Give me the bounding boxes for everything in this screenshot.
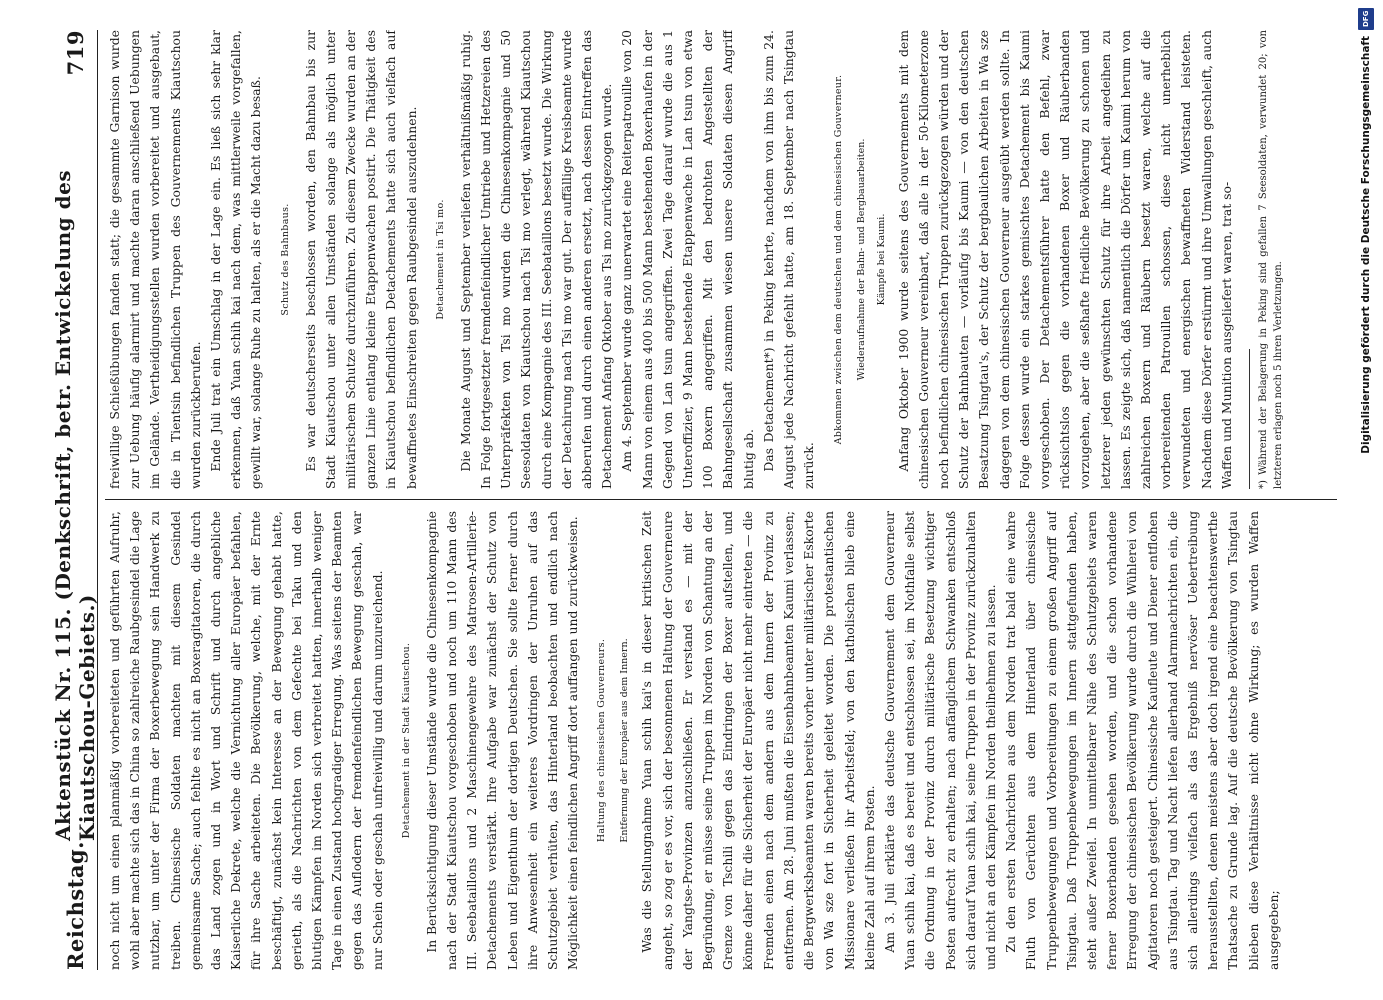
funding-notice: Digitalisierung gefördert durch die Deutsche Forschungsgemeinschaft [1360,36,1372,454]
paragraph: Anfang Oktober 1900 wurde seitens des Gouvernements mit dem chinesischen Gouverneur vereinbart, daß alle in der 50-Kilometerzone noch befindlichen chinesischen Truppen zurückgezogen würden und der Schutz der Bahnbauten — vorläufig bis Kaumi — von den deutschen Besatzung Tsingtau's, der Schutz der bergbaulichen Arbeiten in Wa sze dagegen von dem chinesischen Gouverneur ausgeübt werden sollte. In Folge dessen wurde ein starkes gemischtes Detachement bis Kaumi vorgeschoben. Der Detachementsführer hatte den Befehl, zwar rücksichtslos gegen die vorhandenen Boxer und Räuberbanden vorzugehen, aber die seßhafte friedliche Bevölkerung zu schonen und letzterer jeden gewünschten Schutz für ihre Arbeit angedeihen zu lassen. Es zeigte sich, daß namentlich die Dörfer um Kaumi herum von zahlreichen Boxern und Räubern besetzt waren, welche auf die vorbereitenden Patrouillen schossen, diese nicht unerheblich verwundeten und energischen bewaffneten Widerstand leisteten. Nachdem diese Dörfer erstürmt und ihre Umwallungen geschleift, auch Waffen und Munition ausgeliefert waren, trat so- [895,30,1234,489]
dfg-sidebar [1357,8,1375,993]
sub-heading: Wiederaufnahme der Bahn- und Bergbauarbeiten. [855,138,867,381]
paragraph: Die Monate August und September verliefen verhältnißmäßig ruhig. In Folge fortgesetzter fremdenfeindlicher Umtriebe und Hetzereien des Unterpräfekten von Tsi mo wurden die Chinesenkompagnie und 50 Seesoldaten von Kiautschou nach Tsi mo verlegt, während Kiautschou durch eine Kompagnie des III. Seebataillons besetzt wurde. Die Wirkung der Detachirung nach Tsi mo war gut. Der auffällige Kreisbeamte wurde abberufen und durch einen anderen ersetzt, nach dessen Eintreffen das Detachement Anfang Oktober aus Tsi mo zurückgezogen wurde. [457,30,615,489]
sub-heading: Kämpfe bei Kaumi. [875,213,887,306]
header-left: Reichstag. [62,841,88,970]
paragraph: Zu den ersten Nachrichten aus dem Norden trat bald eine wahre Fluth von Gerüchten aus dem Hinterland über chinesische Truppenbewegungen und Vorbereitungen zu einem großen Angriff auf Tsingtau. Daß Truppenbewegungen im Innern stattgefunden haben, steht außer Zweifel. In unmittelbarer Nähe des Schutzgebiets waren ferner Boxerbanden gesehen worden, und die schon vorhandene Erregung der chinesischen Bevölkerung wurde durch die Wühlerei von Agitatoren noch gesteigert. Chinesische Kaufleute und Diener entflohen aus Tsingtau. Tag und Nacht liefen allerhand Alarmnachrichten ein, die sich allerdings vielfach als das Ergebniß nervöser Uebertreibung herausstellten, denen meistens aber doch irgend eine beachtenswerthe Thatsache zu Grunde lag. Auf die deutsche Bevölkerung von Tsingtau blieben diese Verhältnisse nicht ohne Wirkung; es wurden Waffen ausgegeben; [1003,511,1281,970]
right-column [105,30,1345,489]
section-heading: Haltung des chinesischen Gouverneurs. [596,638,608,843]
footnote: *) Während der Belagerung in Peking sind gefallen 7 Seesoldaten, verwundet 20; von letzteren erlagen noch 5 ihren Verletzungen. [1257,30,1284,489]
section-heading: Schutz des Bahnbaus. [279,203,291,316]
paragraph: freiwillige Schießübungen fanden statt; die gesammte Garnison wurde zur Uebung häufig alarmirt und machte daran anschließend Uebungen im Gelände. Vertheidigungsstellen wurden vorbereitet und ausgebaut, die in Tientsin befindlichen Truppen des Gouvernements Kiautschou wurden zurückberufen. [107,30,203,489]
paragraph: noch nicht um einen planmäßig vorbereiteten und geführten Aufruhr, wohl aber machte sich das in China so zahlreiche Raubgesindel die Lage nutzbar, um unter der Firma der Boxerbewegung sein Handwerk zu treiben. Chinesische Soldaten machten mit diesem Gesindel gemeinsame Sache; auch fehlte es nicht an Boxeragitatoren, die durch das Land zogen und in Wort und Schrift und durch angebliche Kaiserliche Dekrete, welche die Vernichtung aller Europäer befahlen, für ihre Sache arbeiteten. Die Bevölkerung, welche, mit der Ernte beschäftigt, zunächst kein Interesse an der Bewegung gehabt hatte, gerieth, als die Nachrichten von dem Gefechte bei Taku und den blutigen Kämpfen im Norden sich verbreitet hatten, innerhalb weniger Tage in einen Zustand hochgradiger Erregung. Was seitens der Beamten gegen das Auflodern der fremdenfeindlichen Bewegung geschah, war nur Schein oder geschah unfreiwillig und darum unzureichend. [107,511,385,970]
paragraph: Am 3. Juli erklärte das deutsche Gouvernement dem Gouverneur Yuan schih kai, daß es bereit und entschlossen sei, im Nothfalle selbst die Ordnung in der Provinz durch militärische Besetzung wichtiger Posten aufrecht zu erhalten; nach anfänglichem Schwanken entschloß sich darauf Yuan schih kai, seine Truppen in der Provinz zurückzuhalten und nicht an den Kämpfen im Norden theilnehmen zu lassen. [881,511,998,970]
page-number: 719 [62,30,88,76]
paragraph: In Berücksichtigung dieser Umstände wurde die Chinesenkompagnie nach der Stadt Kiautschou vorgeschoben und noch um 110 Mann des III. Seebataillons und 2 Maschinengewehre des Matrosen-Artillerie-Detachements verstärkt. Ihre Aufgabe war zunächst der Schutz von Leben und Eigenthum der dortigen Deutschen. Sie sollte ferner durch ihre Anwesenheit ein weiteres Vordringen der Unruhen auf das Schutzgebiet verhüten, das Hinterland beobachten und endlich nach Möglichkeit einen feindlichen Angriff dort auffangen und zurückweisen. [423,511,581,970]
dfg-logo-icon: DFG [1358,8,1374,30]
header-subtitle: (Denkschrift, betr. Entwickelung des Kiautschou-Gebiets.) [51,169,99,842]
header-rule [97,30,98,970]
paragraph: Ende Juli trat ein Umschlag in der Lage ein. Es ließ sich sehr klar erkennen, daß Yuan schih kai nach dem, was mittlerweile vorgefallen, gewillt war, solange Ruhe zu halten, als er die Macht dazu besaß. [208,30,264,489]
section-heading: Abkommen zwischen dem deutschen und dem chinesischen Gouverneur. [832,74,844,445]
section-heading: Detachement in der Stadt Kiautschou. [400,642,412,839]
footnote-separator [1249,349,1250,489]
paragraph: Am 4. September wurde ganz unerwartet eine Reiterpatrouille von 20 Mann von einem aus 400 bis 500 Mann bestehenden Boxerhaufen in der Gegend von Lan tsun angegriffen. Zwei Tage darauf wurde die aus 1 Unteroffizier, 9 Mann bestehende Etappenwache in Lan tsun von etwa 100 Boxern angegriffen. Mit den bedrohten Angestellten der Bahngesellschaft zusammen wiesen unsere Soldaten diesen Angriff blutig ab. [619,30,756,489]
paragraph: Was die Stellungnahme Yuan schih kai's in dieser kritischen Zeit angeht, so zog er es vor, sich der besonnenen Haltung der Gouverneure der Yangtse-Provinzen anzuschließen. Er verstand es — mit der Begründung, er müsse seine Truppen im Norden von Schantung an der Grenze von Tschili gegen das Eindringen der Boxer aufstellen, und könne daher für die Sicherheit der Europäer nicht mehr eintreten — die Fremden einen nach dem andern aus dem Innern der Provinz zu entfernen. Am 28. Juni mußten die Eisenbahnbeamten Kaumi verlassen; die Bergwerksbeamten waren bereits vorher unter militärischer Eskorte von Wa sze fort in Sicherheit geleitet worden. Die protestantischen Missionare verließen ihr Arbeitsfeld; von den katholischen blieb eine kleine Zahl auf ihrem Posten. [639,511,877,970]
document-page [51,30,1345,970]
paragraph: Das Detachement*) in Peking kehrte, nachdem von ihm bis zum 24. August jede Nachricht gefehlt hatte, am 18. September nach Tsingtau zurück. [760,30,817,489]
sub-heading: Entfernung der Europäer aus dem Innern. [619,638,631,843]
text-columns [105,30,1345,970]
header-document-number: Aktenstück Nr. 115. [51,607,75,842]
header-title [51,75,99,841]
left-column [105,511,1345,970]
page-header [51,30,99,970]
paragraph: Es war deutscherseits beschlossen worden, den Bahnbau bis zur Stadt Kiautschou unter allen Umständen solange als möglich unter militärischem Schutze durchzuführen. Zu diesem Zwecke wurden an der ganzen Linie entlang kleine Etappenwachen postirt. Die Thätigkeit des in Kiautschou befindlichen Detachements hatte sich auch vielfach auf bewaffnetes Einschreiten gegen Raubgesindel auszudehnen. [302,30,419,489]
section-heading: Detachement in Tsi mo. [434,199,446,320]
